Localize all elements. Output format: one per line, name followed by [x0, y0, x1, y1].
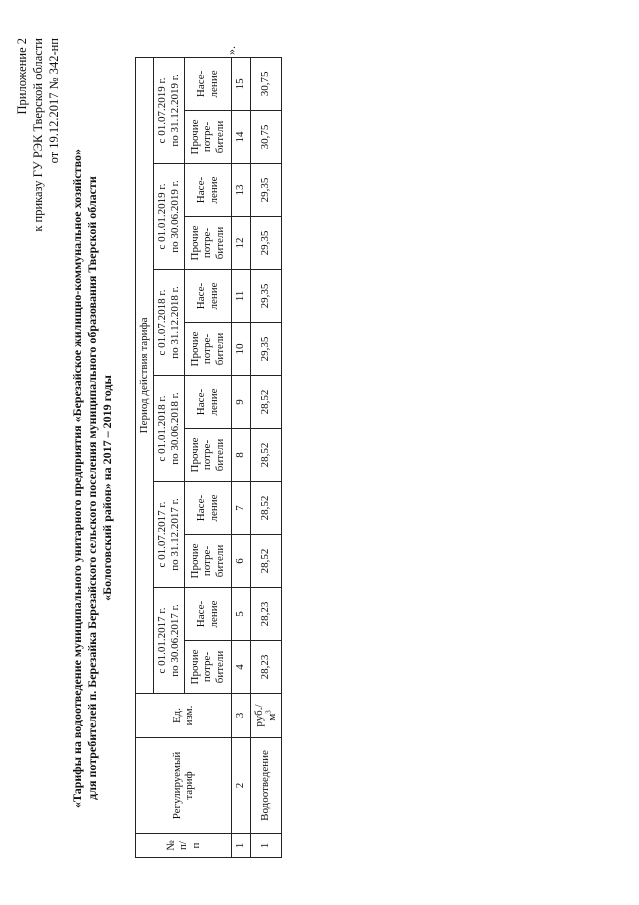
column-index: 5 — [231, 588, 250, 641]
period-2: с 01.07.2017 г. по 31.12.2017 г. — [153, 482, 184, 588]
column-index: 4 — [231, 641, 250, 694]
unit-main: руб./ — [253, 704, 265, 727]
column-index: 8 — [231, 429, 250, 482]
column-index: 1 — [231, 834, 250, 858]
consumer-other: Прочие потре- бители — [184, 429, 231, 482]
column-index: 11 — [231, 270, 250, 323]
tariff-value: 30,75 — [250, 57, 281, 110]
appendix-label: Приложение 2 — [15, 38, 29, 115]
appendix-order: к приказу ГУ РЭК Тверской области — [31, 38, 45, 232]
consumer-population: Насе- ление — [184, 588, 231, 641]
document-sheet — [0, 28, 600, 868]
column-index: 9 — [231, 376, 250, 429]
consumer-population: Насе- ление — [184, 376, 231, 429]
consumer-other: Прочие потре- бители — [184, 111, 231, 164]
title-line-1: «Тарифы на водоотведение муниципального унитарного предприятия «Березайское жилищно-коммунальное хозяйство» — [70, 149, 84, 808]
column-index-row — [231, 57, 250, 857]
header-row-period — [136, 57, 154, 857]
period-6: с 01.07.2019 г. по 31.12.2019 г. — [153, 57, 184, 163]
period-5: с 01.01.2019 г. по 30.06.2019 г. — [153, 164, 184, 270]
column-index: 6 — [231, 535, 250, 588]
tariff-table — [135, 57, 282, 858]
consumer-population: Насе- ление — [184, 482, 231, 535]
table-row — [250, 57, 281, 857]
consumer-other: Прочие потре- бители — [184, 641, 231, 694]
row-unit — [250, 694, 281, 738]
consumer-population: Насе- ление — [184, 164, 231, 217]
tariff-value: 28,52 — [250, 429, 281, 482]
tariff-value: 29,35 — [250, 323, 281, 376]
column-index: 3 — [231, 694, 250, 738]
consumer-population: Насе- ление — [184, 270, 231, 323]
consumer-other: Прочие потре- бители — [184, 323, 231, 376]
row-tariff: Водоотведение — [250, 738, 281, 834]
tariff-value: 28,23 — [250, 641, 281, 694]
tariff-value: 29,35 — [250, 164, 281, 217]
period-1: с 01.01.2017 г. по 30.06.2017 г. — [153, 588, 184, 694]
tariff-value: 28,52 — [250, 376, 281, 429]
column-index: 2 — [231, 738, 250, 834]
column-index: 15 — [231, 57, 250, 110]
appendix-header — [14, 38, 62, 358]
header-unit: Ед. изм. — [136, 694, 232, 738]
appendix-date: от 19.12.2017 № 342-нп — [47, 38, 61, 164]
consumer-other: Прочие потре- бители — [184, 217, 231, 270]
title-line-3: «Бологовский район» на 2017 – 2019 годы — [100, 375, 114, 601]
tariff-value: 29,35 — [250, 217, 281, 270]
consumer-population: Насе- ление — [184, 57, 231, 110]
tariff-value: 28,23 — [250, 588, 281, 641]
closing-quote-mark: ». — [224, 46, 238, 55]
header-period: Период действия тарифа — [136, 57, 154, 693]
document-title — [70, 149, 115, 808]
title-line-2: для потребителей п. Березайка Березайского сельского поселения муниципального образования Тверской области — [85, 176, 99, 800]
consumer-other: Прочие потре- бители — [184, 535, 231, 588]
tariff-value: 29,35 — [250, 270, 281, 323]
column-index: 12 — [231, 217, 250, 270]
header-tariff: Регулируемый тариф — [136, 738, 232, 834]
unit-sup: 3 — [263, 710, 272, 714]
unit-sub: м — [265, 713, 278, 721]
column-index: 10 — [231, 323, 250, 376]
tariff-value: 28,52 — [250, 535, 281, 588]
column-index: 13 — [231, 164, 250, 217]
column-index: 14 — [231, 111, 250, 164]
column-index: 7 — [231, 482, 250, 535]
tariff-value: 30,75 — [250, 111, 281, 164]
tariff-value: 28,52 — [250, 482, 281, 535]
header-number: № п/ п — [136, 834, 232, 858]
period-3: с 01.01.2018 г. по 30.06.2018 г. — [153, 376, 184, 482]
row-number: 1 — [250, 834, 281, 858]
period-4: с 01.07.2018 г. по 31.12.2018 г. — [153, 270, 184, 376]
